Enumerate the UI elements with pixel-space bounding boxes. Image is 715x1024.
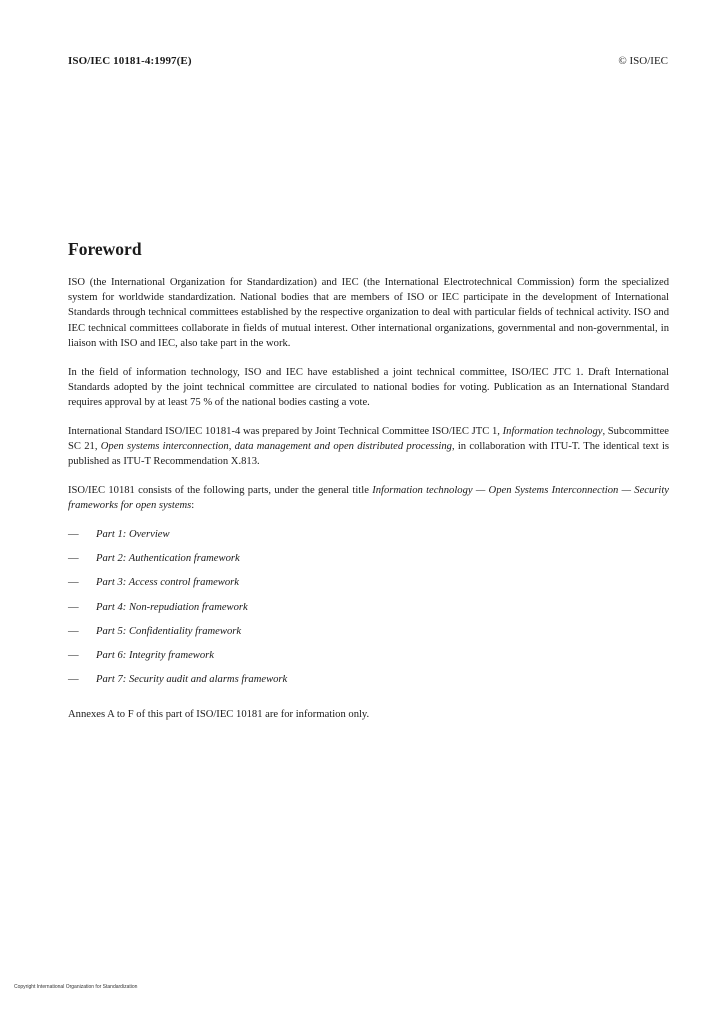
part-title: Part 1: Overview — [96, 528, 170, 540]
dash-bullet: — — [68, 552, 79, 564]
part-title: Part 4: Non-repudiation framework — [96, 601, 248, 613]
list-item — [68, 575, 669, 599]
paragraph-3-italic-2: Open systems interconnection, data management and open distributed processing — [100, 440, 452, 452]
list-item — [68, 624, 669, 648]
paragraph-3-italic-1: Information technology — [502, 425, 603, 437]
list-item — [68, 527, 669, 551]
paragraph-4-italic-1: Information technology — Open Systems Interconnection — Security frameworks for open systems — [68, 484, 669, 511]
part-title: Part 6: Integrity framework — [96, 650, 214, 662]
paragraph-4-text-2: : — [191, 499, 195, 511]
list-item — [68, 672, 669, 696]
paragraph-1: ISO (the International Organization for Standardization) and IEC (the International Electrotechnical Commission) form the specialized system for worldwide standardization. National bodies that are members of ISO or IEC participate in the development of International Standards through technical committees established by the respective organization to deal with particular fields of technical activity. ISO and IEC technical committees collaborate in fields of mutual interest. Other international organizations, governmental and non-governmental, in liaison with ISO and IEC, also take part in the work. — [68, 277, 669, 349]
paragraph-4 — [68, 483, 669, 513]
part-title: Part 7: Security audit and alarms framework — [96, 674, 288, 686]
paragraph-4-text-1: ISO/IEC 10181 consists of the following parts, under the general title — [68, 484, 373, 496]
paragraph-2: In the field of information technology, ISO and IEC have established a joint technical committee, ISO/IEC JTC 1. Draft International Standards adopted by the joint technical committee are circulated to national bodies for voting. Publication as an International Standard requires approval by at least 75 % of the national bodies casting a vote. — [68, 366, 669, 408]
dash-bullet: — — [68, 650, 79, 662]
paragraph-3-text-1: International Standard ISO/IEC 10181-4 was prepared by Joint Technical Committee ISO/IEC JTC 1, — [68, 425, 503, 437]
part-title: Part 3: Access control framework — [96, 577, 239, 589]
dash-bullet: — — [68, 674, 79, 686]
list-item — [68, 600, 669, 624]
copyright-mark: © ISO/IEC — [618, 55, 668, 67]
paragraph-3-text-3: , in collaboration with ITU-T. The identical text is published as ITU-T Recommendation X.813. — [68, 440, 670, 468]
list-item — [68, 551, 669, 575]
page-title: Foreword — [68, 239, 142, 259]
copyright-footer: Copyright International Organization for Standardization — [14, 984, 138, 990]
part-title: Part 5: Confidentiality framework — [96, 625, 242, 637]
dash-bullet: — — [68, 601, 79, 613]
paragraph-3 — [68, 424, 669, 470]
standard-id: ISO/IEC 10181-4:1997(E) — [68, 55, 192, 67]
paragraph-5: Annexes A to F of this part of ISO/IEC 10181 are for information only. — [68, 708, 370, 720]
foreword-body — [68, 275, 669, 735]
dash-bullet: — — [68, 528, 79, 540]
parts-list — [68, 527, 669, 697]
part-title: Part 2: Authentication framework — [96, 552, 240, 564]
paragraph-3-text-2: , Subcommittee SC 21, — [68, 425, 669, 452]
dash-bullet: — — [68, 577, 79, 589]
dash-bullet: — — [68, 625, 79, 637]
list-item — [68, 648, 669, 672]
